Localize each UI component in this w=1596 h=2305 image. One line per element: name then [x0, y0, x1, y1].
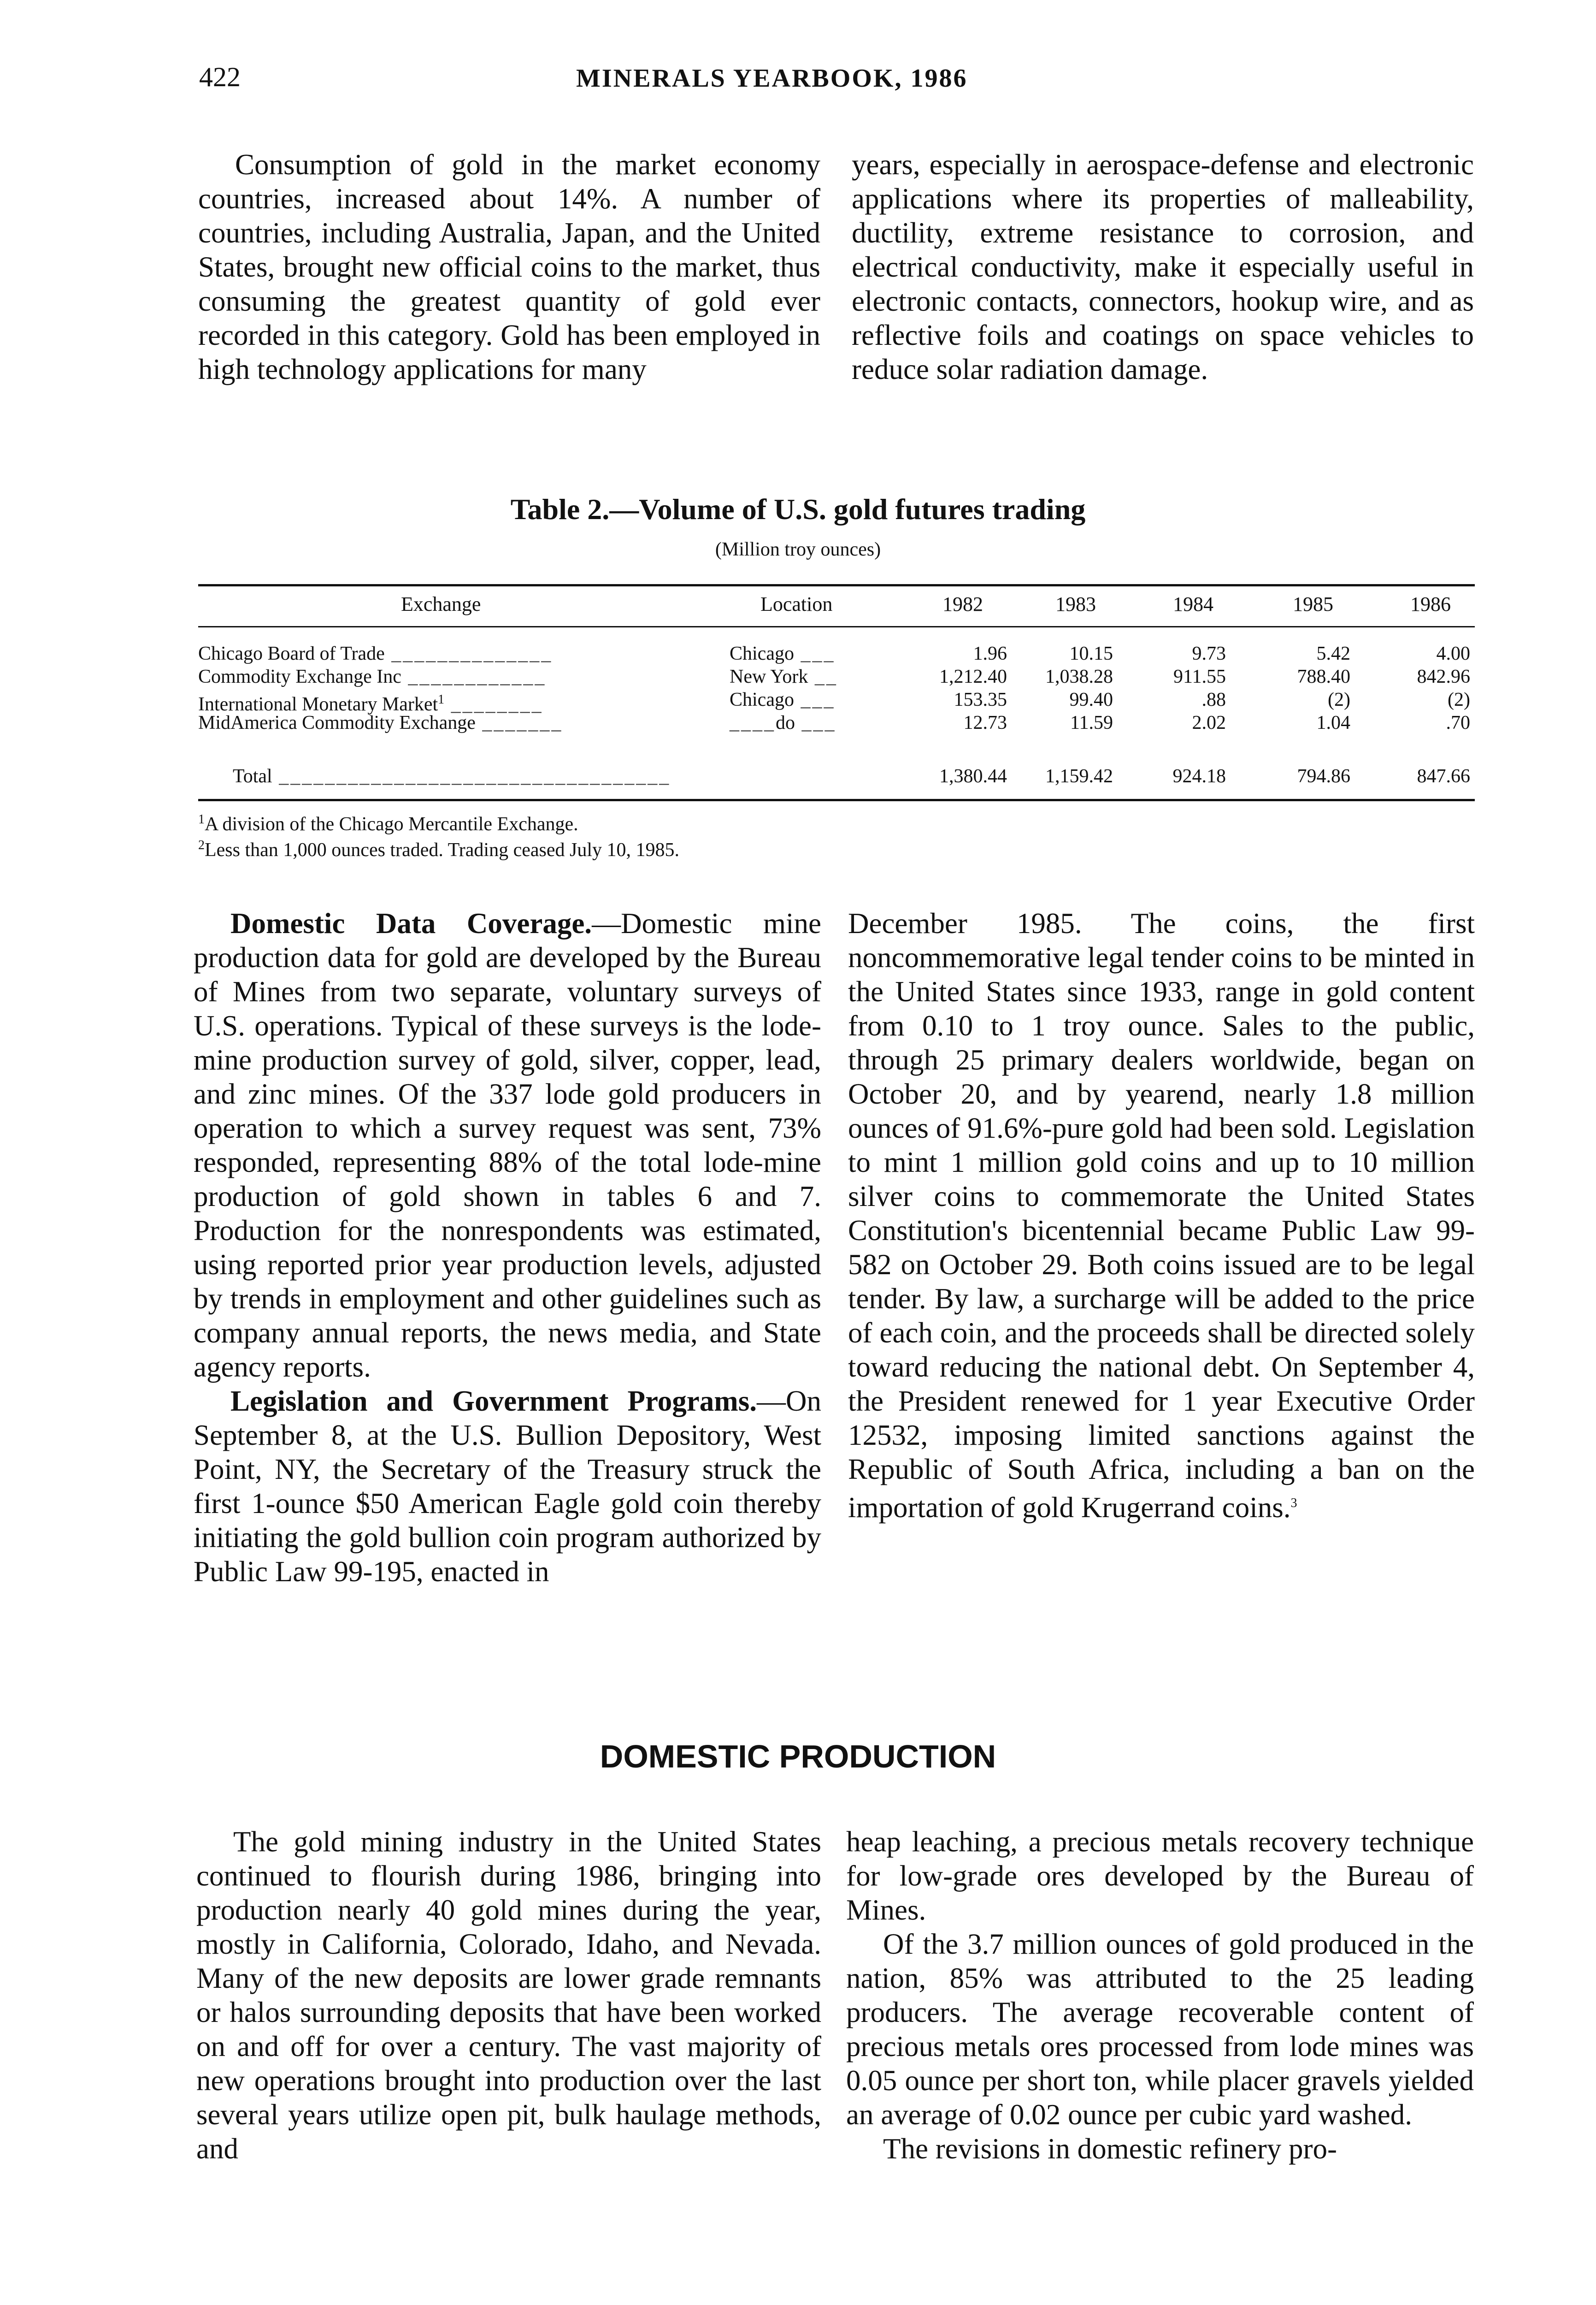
- table-cell-value: (2): [1328, 689, 1350, 710]
- production-left-column: [196, 1825, 821, 2166]
- section-heading: DOMESTIC PRODUCTION: [600, 1738, 996, 1774]
- table-total-value: 924.18: [1172, 766, 1226, 787]
- production-paragraph-3: The revisions in domestic refinery pro-: [883, 2133, 1337, 2165]
- table-cell-value: .88: [1201, 689, 1226, 710]
- table-cell-location: Chicago ___: [730, 643, 836, 664]
- table-cell-value: 12.73: [963, 712, 1007, 733]
- production-paragraph-continued: heap leaching, a precious metals recovery technique for low-grade ores developed by the Bureau of Mines.: [846, 1826, 1474, 1926]
- table-cell-value: (2): [1448, 689, 1470, 710]
- production-paragraph: The gold mining industry in the United States continued to flourish during 1986, bringing into production nearly 40 gold mines during the year, mostly in California, Colorado, Idaho, and Nevada. Many of the new deposits are lower grade remnants or halos surrounding deposits that have been worked on and off for over a century. The vast majority of new operations brought into production over the last several years utilize open pit, bulk haulage methods, and: [196, 1826, 821, 2165]
- column-header-1983: 1983: [1055, 593, 1096, 615]
- table-cell-value: 153.35: [954, 689, 1007, 710]
- table-cell-exchange: Chicago Board of Trade ______________: [198, 643, 553, 664]
- table-cell-value: 5.42: [1316, 643, 1350, 664]
- table-cell-value: .70: [1446, 712, 1470, 733]
- coverage-heading: Domestic Data Coverage.: [230, 907, 592, 940]
- table-cell-value: 1.96: [973, 643, 1007, 664]
- coverage-left-column: [194, 906, 821, 1589]
- table-cell-value: 911.55: [1173, 666, 1226, 687]
- legislation-paragraph-continued: December 1985. The coins, the first noncommemorative legal tender coins to be minted in the United States since 1933, range in gold content from 0.10 to 1 troy ounce. Sales to the public, through 25 primary dealers worldwide, began on October 20, and by yearend, nearly 1.8 million ounces of 91.6%-pure gold had been sold. Legislation to mint 1 million gold coins and up to 10 million silver coins to commemorate the United States Constitution's bicentennial became Public Law 99-582 on October 29. Both coins issued are to be legal tender. By law, a surcharge will be added to the price of each coin, and the proceeds shall be directed solely toward reducing the national debt. On September 4, the President renewed for 1 year Executive Order 12532, imposing limited sanctions against the Republic of South Africa, including a ban on the importation of gold Krugerrand coins.$^3$: [848, 907, 1475, 1524]
- table-cell-value: 788.40: [1297, 666, 1350, 687]
- column-header-1984: 1984: [1173, 593, 1213, 615]
- table-title: Table 2.—Volume of U.S. gold futures trading: [510, 493, 1086, 526]
- table-cell-value: 1,212.40: [939, 666, 1007, 687]
- table-cell-value: 1,038.28: [1045, 666, 1113, 687]
- table-cell-value: 842.96: [1417, 666, 1470, 687]
- coverage-paragraph: Domestic Data Coverage.—Domestic mine production data for gold are developed by the Bureau of Mines from two separate, voluntary surveys of U.S. operations. Typical of these surveys is the lode-mine production survey of gold, silver, copper, lead, and zinc mines. Of the 337 lode gold producers in operation to which a survey request was sent, 73% responded, representing 88% of the total lode-mine production of gold shown in tables 6 and 7. Production for the nonrespondents was estimated, using reported prior year production levels, adjusted by trends in employment and other guidelines such as company annual reports, the news media, and State agency reports.: [194, 907, 822, 1383]
- column-header-1986: 1986: [1410, 593, 1451, 615]
- intro-paragraph: Consumption of gold in the market economy countries, increased about 14%. A number of countries, including Australia, Japan, and the United States, brought new official coins to the market, thus consuming the greatest quantity of gold ever recorded in this category. Gold has been employed in high technology applications for many: [198, 148, 820, 385]
- column-header-1985: 1985: [1293, 593, 1333, 615]
- intro-left-column: [198, 148, 820, 386]
- column-header-exchange: Exchange: [401, 593, 481, 615]
- column-header-1982: 1982: [942, 593, 983, 615]
- table-cell-exchange: Commodity Exchange Inc ____________: [198, 666, 547, 687]
- table-total-value: 847.66: [1417, 766, 1470, 787]
- table-subtitle: (Million troy ounces): [715, 539, 881, 560]
- table-cell-value: 2.02: [1192, 712, 1226, 733]
- legislation-paragraph: Legislation and Government Programs.—On September 8, at the U.S. Bullion Depository, West Point, NY, the Secretary of the Treasury struck the first 1-ounce $50 American Eagle gold coin thereby initiating the gold bullion coin program authorized by Public Law 99-195, enacted in: [194, 1385, 821, 1588]
- coverage-right-column: [848, 906, 1475, 1525]
- footnote-reference: 3: [1290, 1496, 1297, 1510]
- table-total-value: 1,159.42: [1045, 766, 1113, 787]
- table-footnote-2: $^2$Less than 1,000 ounces traded. Trading ceased July 10, 1985.: [198, 838, 680, 861]
- legislation-heading: Legislation and Government Programs.: [230, 1385, 757, 1417]
- table-cell-location: Chicago ___: [730, 689, 836, 710]
- table-cell-location: New York __: [730, 666, 838, 687]
- table-cell-exchange: International Monetary Market$^1$ ________: [198, 692, 543, 715]
- running-title: MINERALS YEARBOOK, 1986: [576, 64, 968, 93]
- table-cell-value: 11.59: [1070, 712, 1113, 733]
- table-top-rule: [198, 584, 1475, 586]
- table-bottom-rule: [198, 799, 1475, 801]
- table-cell-value: 4.00: [1436, 643, 1470, 664]
- table-cell-exchange: MidAmerica Commodity Exchange _______: [198, 712, 563, 733]
- table-header-rule: [198, 626, 1475, 627]
- table-total-value: 1,380.44: [939, 766, 1007, 787]
- table-footnote-1: $^1$A division of the Chicago Mercantile Exchange.: [198, 812, 578, 835]
- table-total-value: 794.86: [1297, 766, 1350, 787]
- table-total-label: Total __________________________________: [233, 766, 671, 787]
- intro-right-column: [852, 148, 1474, 386]
- page-number: 422: [199, 62, 241, 92]
- production-paragraph-2: Of the 3.7 million ounces of gold produced in the nation, 85% was attributed to the 25 leading producers. The average recoverable content of precious metals ores processed from lode mines was 0.05 ounce per short ton, while placer gravels yielded an average of 0.02 ounce per cubic yard washed.: [846, 1928, 1474, 2131]
- table-cell-location: ____do ___: [730, 712, 836, 733]
- table-cell-value: 9.73: [1192, 643, 1226, 664]
- intro-paragraph-continued: years, especially in aerospace-defense and electronic applications where its properties of malleability, ductility, extreme resistance to corrosion, and electrical conductivity, make it especially useful in electronic contacts, connectors, hookup wire, and as reflective foils and coatings on space vehicles to reduce solar radiation damage.: [852, 148, 1474, 385]
- column-header-location: Location: [760, 593, 833, 615]
- table-cell-value: 1.04: [1316, 712, 1350, 733]
- table-cell-value: 10.15: [1069, 643, 1113, 664]
- table-cell-value: 99.40: [1069, 689, 1113, 710]
- production-right-column: [846, 1825, 1474, 2166]
